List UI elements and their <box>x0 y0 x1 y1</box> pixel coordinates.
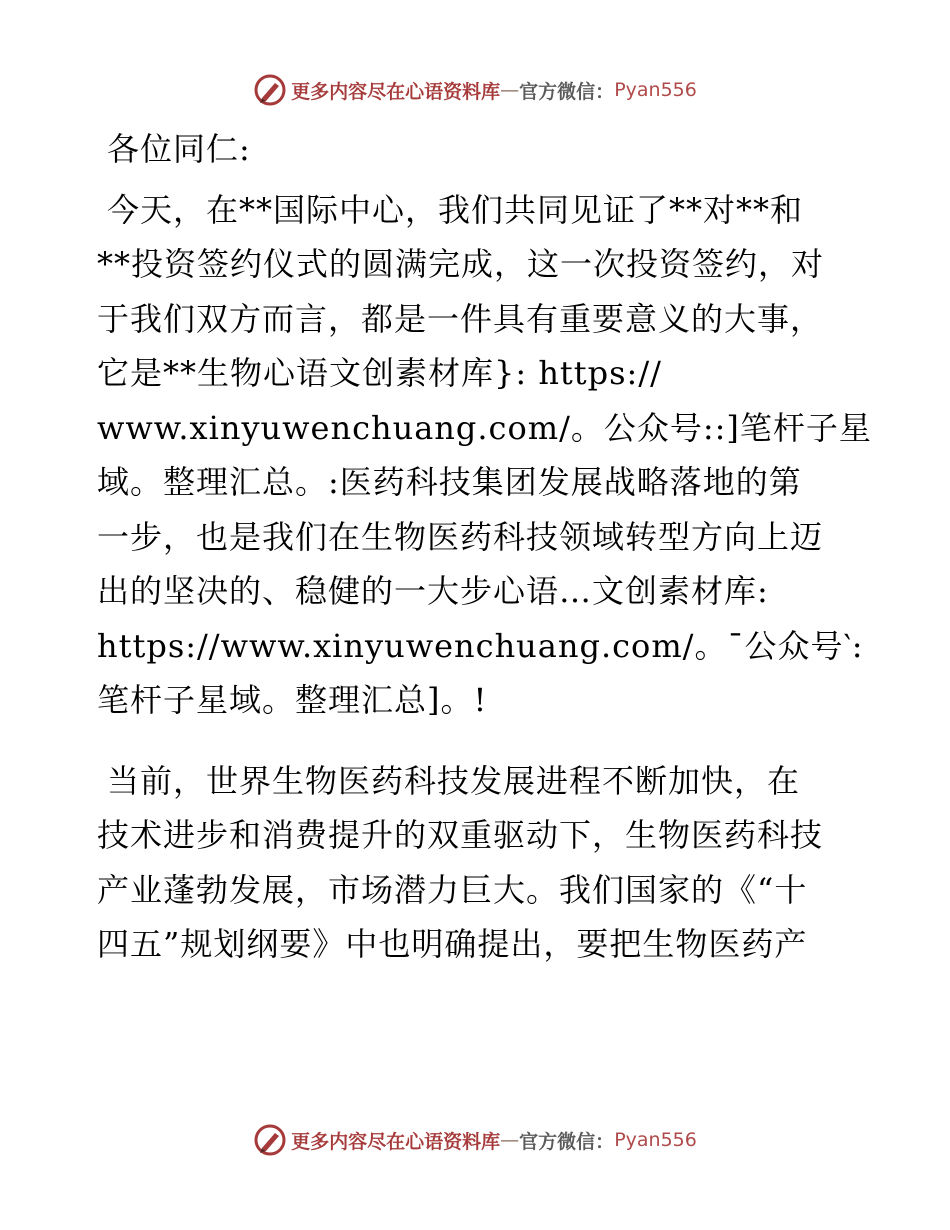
paragraph-line: 于我们双方而言，都是一件具有重要意义的大事， <box>97 299 824 338</box>
banner-separator: — <box>500 1129 520 1151</box>
paragraph-line: 域。整理汇总。:医药科技集团发展战略落地的第 <box>97 463 802 501</box>
paragraph-gap <box>97 728 857 748</box>
salutation: 各位同仁: <box>107 130 251 168</box>
banner-wechat-label: 官方微信： <box>519 1130 615 1153</box>
paragraph-line: 技术进步和消费提升的双重驱动下，生物医药科技 <box>97 816 824 854</box>
paragraph-line: https://www.xinyuwenchuang.com/。¯公众号‵: <box>97 626 864 665</box>
banner-title: 更多内容尽在心语资料库 <box>291 1130 501 1153</box>
banner-wechat-id: Pyan556 <box>614 79 697 101</box>
paragraph-line: 当前，世界生物医药科技发展进程不断加快，在 <box>107 761 801 800</box>
banner-wechat-id: Pyan556 <box>614 1129 697 1151</box>
header-banner <box>0 70 950 110</box>
document-body <box>97 122 872 972</box>
banner-title: 更多内容尽在心语资料库 <box>291 80 501 103</box>
paragraph-line: www.xinyuwenchuang.com/。公众号::]笔杆子星 <box>97 408 872 447</box>
footer-banner <box>0 1120 950 1160</box>
paragraph-2 <box>97 754 857 972</box>
banner-separator: — <box>500 79 520 101</box>
paragraph-line: 它是**生物心语文创素材库}: https:// <box>97 354 662 392</box>
paragraph-line: 四五”规划纲要》中也明确提出，要把生物医药产 <box>97 925 808 963</box>
pen-logo-icon <box>253 1123 287 1157</box>
paragraph-line: 产业蓬勃发展，市场潜力巨大。我们国家的《“十 <box>97 870 808 909</box>
banner-wechat-label: 官方微信： <box>519 80 615 103</box>
paragraph-line: 出的坚决的、稳健的一大步心语…文创素材库: <box>97 572 769 610</box>
paragraph-line: 今天，在**国际中心，我们共同见证了**对**和 <box>107 190 804 229</box>
paragraph-line: 笔杆子星域。整理汇总]。! <box>97 681 488 719</box>
paragraph-line: **投资签约仪式的圆满完成，这一次投资签约，对 <box>97 245 825 283</box>
pen-logo-icon <box>253 73 287 107</box>
paragraph-1 <box>97 183 872 728</box>
paragraph-line: 一步，也是我们在生物医药科技领域转型方向上迈 <box>97 517 824 556</box>
